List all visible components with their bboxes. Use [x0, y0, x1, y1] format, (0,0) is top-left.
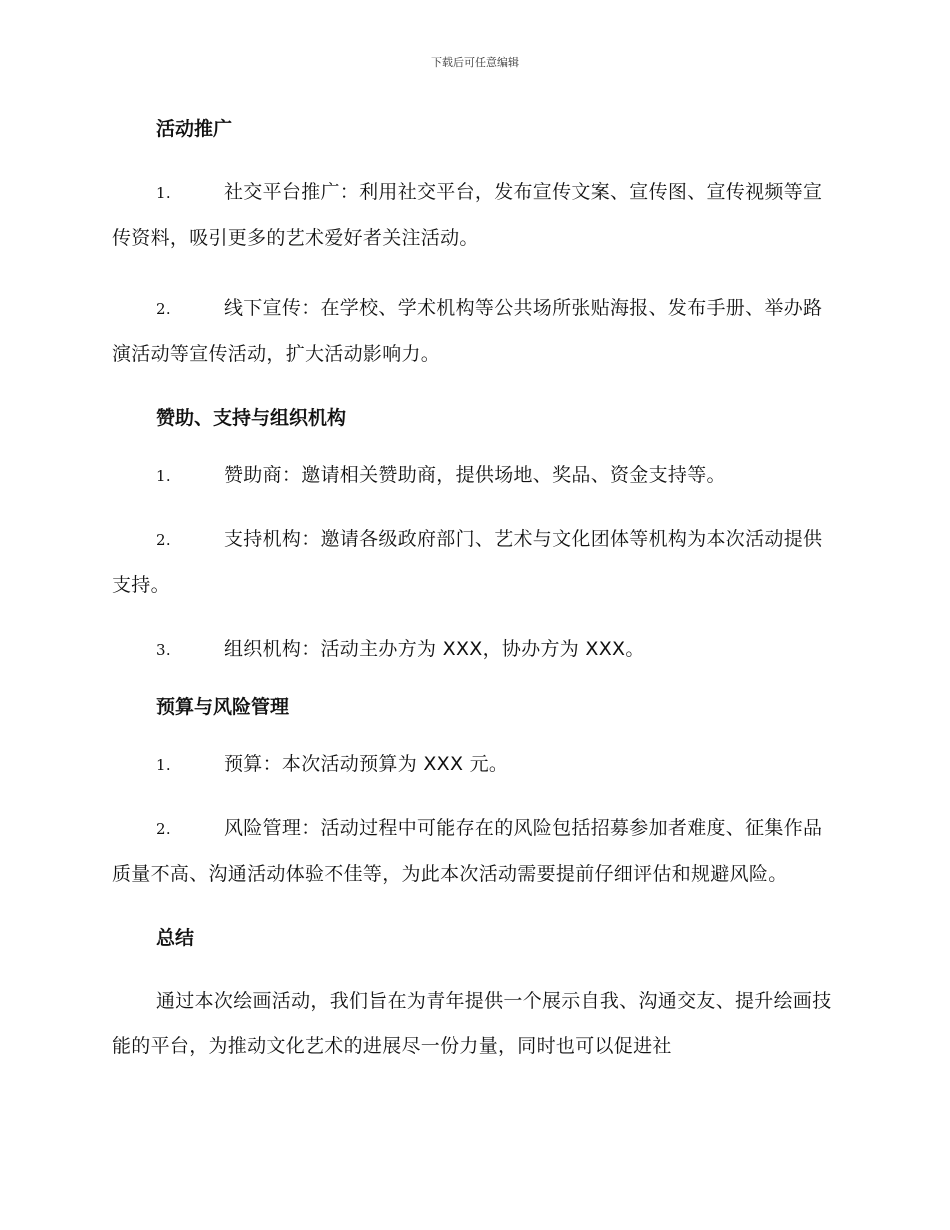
list-number: 2.: [156, 300, 171, 318]
header-note: 下载后可任意编辑: [431, 56, 519, 69]
list-number: 1.: [156, 184, 171, 202]
document-body: [112, 113, 834, 1069]
section-heading-sponsorship: 赞助、支持与组织机构: [156, 407, 347, 429]
list-number: 2.: [156, 531, 171, 549]
list-item: [112, 517, 834, 608]
list-text: 线下宣传：在学校、学术机构等公共场所张贴海报、发布手册、举办路演活动等宣传活动，扩大活动影响力。: [112, 297, 823, 365]
list-number: 1.: [156, 756, 171, 774]
list-number: 3.: [156, 641, 171, 659]
list-number: 1.: [156, 467, 171, 485]
list-item: [112, 748, 834, 781]
summary-paragraph: 通过本次绘画活动，我们旨在为青年提供一个展示自我、沟通交友、提升绘画技能的平台，为推动文化艺术的进展尽一份力量，同时也可以促进社: [112, 990, 832, 1057]
list-text: 风险管理：活动过程中可能存在的风险包括招募参加者难度、征集作品质量不高、沟通活动体验不佳等，为此本次活动需要提前仔细评估和规避风险。: [112, 817, 823, 885]
list-text: 组织机构：活动主办方为 XXX，协办方为 XXX。: [224, 638, 645, 660]
list-item: [112, 170, 834, 261]
list-item: [112, 459, 834, 492]
list-number: 2.: [156, 820, 171, 838]
section-heading-promotion: 活动推广: [156, 118, 233, 140]
list-item: [112, 806, 834, 897]
list-text: 社交平台推广：利用社交平台，发布宣传文案、宣传图、宣传视频等宣传资料，吸引更多的艺术爱好者关注活动。: [112, 181, 823, 249]
list-text: 赞助商：邀请相关赞助商，提供场地、奖品、资金支持等。: [224, 464, 726, 486]
list-item: [112, 633, 834, 666]
list-text: 预算：本次活动预算为 XXX 元。: [224, 753, 509, 775]
list-item: [112, 286, 834, 377]
section-heading-budget: 预算与风险管理: [156, 696, 290, 718]
list-text: 支持机构：邀请各级政府部门、艺术与文化团体等机构为本次活动提供支持。: [112, 528, 823, 596]
section-heading-summary: 总结: [156, 927, 195, 949]
